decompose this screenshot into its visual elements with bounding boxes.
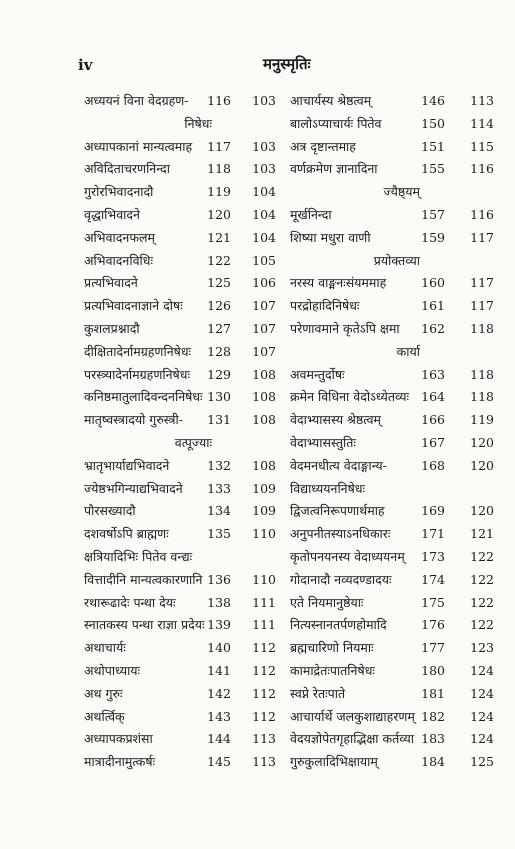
index-entry xyxy=(290,478,498,501)
entry-topic: अथोपाध्यायः xyxy=(84,662,141,678)
index-entry xyxy=(290,706,498,729)
index-entry xyxy=(290,250,498,273)
index-entry xyxy=(84,272,284,295)
entry-topic: कामाद्रेतःपातनिषेधः xyxy=(290,662,375,678)
index-entry xyxy=(290,432,498,455)
entry-page-number: 122 xyxy=(470,571,494,587)
index-entry xyxy=(290,751,498,774)
entry-verse-number: 163 xyxy=(421,366,445,382)
entry-topic: मातृष्वस्त्रादयो गुरुस्त्री- xyxy=(84,412,184,428)
entry-page-number: 107 xyxy=(252,320,276,336)
entry-topic: ब्रह्मचारिणो नियमाः xyxy=(290,640,374,656)
entry-page-number: 123 xyxy=(470,640,494,656)
entry-topic: निषेधः xyxy=(184,115,212,131)
index-entry xyxy=(84,136,284,159)
entry-topic: द्विजत्वनिरूपणार्थमाह xyxy=(290,503,385,519)
entry-topic: क्षत्रियादिभिः पितेव वन्द्यः xyxy=(84,548,193,564)
entry-topic: परस्त्र्यादेर्नामग्रहणनिषेधः xyxy=(84,366,190,382)
right-column xyxy=(290,90,498,774)
entry-verse-number: 145 xyxy=(207,754,231,770)
entry-topic: स्वप्ने रेतःपाते xyxy=(290,685,346,701)
page-header xyxy=(78,56,498,76)
entry-page-number: 103 xyxy=(252,161,276,177)
entry-verse-number: 135 xyxy=(207,526,231,542)
entry-page-number: 124 xyxy=(470,685,494,701)
index-entry xyxy=(84,113,284,136)
index-entry xyxy=(290,683,498,706)
entry-verse-number: 176 xyxy=(421,617,445,633)
entry-topic: एते नियमानुष्ठेयाः xyxy=(290,594,364,610)
entry-topic: अथाचार्यः xyxy=(84,640,126,656)
entry-topic: कार्या xyxy=(396,343,420,359)
entry-topic: वेदाभ्यासस्तुतिः xyxy=(290,434,356,450)
index-entry xyxy=(290,637,498,660)
entry-verse-number: 169 xyxy=(421,503,445,519)
entry-page-number: 122 xyxy=(470,617,494,633)
entry-topic: प्रत्यभिवादने xyxy=(84,275,138,291)
entry-topic: अवमन्तुर्दोषः xyxy=(290,366,345,382)
entry-topic: बालोऽप्याचार्यः पितेव xyxy=(290,115,382,131)
entry-page-number: 107 xyxy=(252,343,276,359)
entry-verse-number: 166 xyxy=(421,412,445,428)
entry-page-number: 109 xyxy=(252,480,276,496)
entry-topic: नरस्य वाङ्मनःसंयममाह xyxy=(290,275,387,291)
entry-topic: अभिवादनफलम् xyxy=(84,229,155,245)
entry-page-number: 116 xyxy=(470,161,494,177)
entry-page-number: 112 xyxy=(252,708,276,724)
entry-page-number: 124 xyxy=(470,731,494,747)
entry-page-number: 118 xyxy=(470,320,494,336)
index-entry xyxy=(84,364,284,387)
entry-page-number: 119 xyxy=(470,412,494,428)
entry-topic: वित्तादीनि मान्यत्वकारणानि xyxy=(84,571,203,587)
entry-topic: गोदानादौ नव्यदण्डादयः xyxy=(290,571,392,587)
entry-topic: अध्यापकप्रशंसा xyxy=(84,731,153,747)
index-entry xyxy=(84,523,284,546)
entry-topic: आचार्यस्य श्रेष्ठत्वम् xyxy=(290,93,372,108)
entry-page-number: 104 xyxy=(252,229,276,245)
index-entry xyxy=(290,592,498,615)
index-entry xyxy=(290,728,498,751)
entry-page-number: 120 xyxy=(470,434,494,450)
entry-page-number: 103 xyxy=(252,93,276,108)
index-entry xyxy=(290,158,498,181)
entry-page-number: 112 xyxy=(252,685,276,701)
entry-page-number: 108 xyxy=(252,457,276,473)
entry-topic: अथ गुरुः xyxy=(84,685,123,701)
entry-verse-number: 159 xyxy=(421,229,445,245)
entry-verse-number: 181 xyxy=(421,685,445,701)
index-entry xyxy=(84,706,284,729)
index-entry xyxy=(290,455,498,478)
index-entry xyxy=(84,546,284,569)
entry-verse-number: 125 xyxy=(207,275,231,291)
entry-page-number: 118 xyxy=(470,389,494,405)
entry-topic: नित्यस्नानतर्पणहोमादि xyxy=(290,617,387,633)
entry-topic: अनुपनीतस्याऽनधिकारः xyxy=(290,526,391,542)
entry-page-number: 110 xyxy=(252,571,276,587)
entry-topic: वत्पूज्याः xyxy=(174,434,212,450)
entry-verse-number: 171 xyxy=(421,526,445,542)
index-entry xyxy=(84,250,284,273)
index-entry xyxy=(290,614,498,637)
entry-topic: अध्यापकानां मान्यत्वमाह xyxy=(84,138,193,154)
index-entry xyxy=(290,546,498,569)
entry-verse-number: 118 xyxy=(207,161,231,177)
index-entry xyxy=(84,751,284,774)
index-entry xyxy=(84,728,284,751)
entry-topic: भ्रातृभार्याद्यभिवादने xyxy=(84,457,170,473)
entry-topic: अभिवादनविधिः xyxy=(84,252,153,268)
index-entry xyxy=(84,409,284,432)
entry-page-number: 108 xyxy=(252,389,276,405)
entry-page-number: 117 xyxy=(470,275,494,291)
entry-verse-number: 128 xyxy=(207,343,231,359)
entry-topic: क्रमेन विधिना वेदोऽध्येतव्यः xyxy=(290,389,410,405)
entry-topic: कुशलप्रश्नादौ xyxy=(84,320,140,336)
entry-verse-number: 162 xyxy=(421,320,445,336)
entry-topic: स्नातकस्य पन्था राज्ञा प्रदेयः xyxy=(84,617,205,633)
entry-verse-number: 136 xyxy=(207,571,231,587)
entry-verse-number: 121 xyxy=(207,229,231,245)
entry-verse-number: 182 xyxy=(421,708,445,724)
index-entry xyxy=(290,409,498,432)
index-entry xyxy=(84,204,284,227)
entry-verse-number: 139 xyxy=(207,617,231,633)
entry-verse-number: 142 xyxy=(207,685,231,701)
index-entry xyxy=(290,227,498,250)
entry-verse-number: 129 xyxy=(207,366,231,382)
index-entry xyxy=(290,90,498,113)
entry-verse-number: 175 xyxy=(421,594,445,610)
index-entry xyxy=(84,227,284,250)
entry-verse-number: 120 xyxy=(207,206,231,222)
entry-topic: गुरुकुलादिभिक्षायाम् xyxy=(290,754,378,770)
entry-verse-number: 146 xyxy=(421,93,445,108)
index-entry xyxy=(290,500,498,523)
entry-page-number: 113 xyxy=(252,754,276,770)
entry-verse-number: 133 xyxy=(207,480,231,496)
entry-page-number: 108 xyxy=(252,366,276,382)
entry-page-number: 106 xyxy=(252,275,276,291)
entry-page-number: 121 xyxy=(470,526,494,542)
index-entry xyxy=(84,592,284,615)
index-entry xyxy=(84,478,284,501)
index-entry xyxy=(290,204,498,227)
entry-page-number: 111 xyxy=(252,594,276,610)
entry-verse-number: 127 xyxy=(207,320,231,336)
entry-verse-number: 150 xyxy=(421,115,445,131)
entry-verse-number: 141 xyxy=(207,662,231,678)
entry-topic: वेदयज्ञोपेतगृहाद्भिक्षा कर्तव्या xyxy=(290,731,414,747)
entry-page-number: 122 xyxy=(470,594,494,610)
index-entry xyxy=(290,569,498,592)
entry-page-number: 110 xyxy=(252,526,276,542)
entry-verse-number: 183 xyxy=(421,731,445,747)
entry-topic: कृतोपनयनस्य वेदाध्ययनम् xyxy=(290,548,405,564)
entry-verse-number: 184 xyxy=(421,754,445,770)
entry-topic: अथर्त्विक् xyxy=(84,708,125,724)
entry-page-number: 117 xyxy=(470,229,494,245)
entry-verse-number: 173 xyxy=(421,548,445,564)
entry-topic: मूर्खनिन्दा xyxy=(290,206,332,222)
entry-topic: मात्रादीनामुत्कर्षः xyxy=(84,754,156,770)
entry-verse-number: 130 xyxy=(207,389,231,405)
entry-page-number: 112 xyxy=(252,662,276,678)
index-entry xyxy=(84,158,284,181)
entry-topic: कनिष्ठमातुलादिवन्दननिषेधः xyxy=(84,389,203,405)
index-entry xyxy=(290,113,498,136)
index-entry xyxy=(84,318,284,341)
entry-topic: पौरसख्यादौ xyxy=(84,503,136,519)
entry-verse-number: 126 xyxy=(207,298,231,314)
index-entry xyxy=(84,569,284,592)
entry-page-number: 124 xyxy=(470,708,494,724)
index-entry xyxy=(84,181,284,204)
entry-verse-number: 116 xyxy=(207,93,231,108)
entry-page-number: 125 xyxy=(470,754,494,770)
entry-topic: प्रत्यभिवादनाज्ञाने दोषः xyxy=(84,298,183,314)
entry-page-number: 120 xyxy=(470,457,494,473)
entry-topic: परद्रोहादिनिषेधः xyxy=(290,298,360,314)
index-entry xyxy=(290,272,498,295)
entry-topic: वेदाभ्यासस्य श्रेष्ठत्वम् xyxy=(290,412,381,428)
index-entry xyxy=(84,683,284,706)
entry-page-number: 113 xyxy=(470,93,494,108)
index-entry xyxy=(84,90,284,113)
index-entry xyxy=(290,318,498,341)
page-title: मनुस्मृतिः xyxy=(263,55,311,73)
entry-topic: विद्याध्ययननिषेधः xyxy=(290,480,366,496)
entry-verse-number: 143 xyxy=(207,708,231,724)
entry-page-number: 118 xyxy=(470,366,494,382)
index-entry xyxy=(290,660,498,683)
entry-page-number: 107 xyxy=(252,298,276,314)
entry-verse-number: 177 xyxy=(421,640,445,656)
entry-page-number: 108 xyxy=(252,412,276,428)
entry-verse-number: 132 xyxy=(207,457,231,473)
entry-topic: रथारूढादेः पन्था देयः xyxy=(84,594,176,610)
entry-topic: वर्णक्रमेण ज्ञानादिना xyxy=(290,161,378,177)
entry-topic: दशवर्षोऽपि ब्राह्मणः xyxy=(84,526,169,542)
entry-topic: परेणावमाने कृतेऽपि क्षमा xyxy=(290,320,400,336)
entry-verse-number: 168 xyxy=(421,457,445,473)
index-entry xyxy=(84,614,284,637)
entry-page-number: 120 xyxy=(470,503,494,519)
index-entry xyxy=(290,523,498,546)
entry-topic: प्रयोक्तव्या xyxy=(373,252,420,268)
entry-verse-number: 138 xyxy=(207,594,231,610)
entry-page-number: 105 xyxy=(252,252,276,268)
entry-verse-number: 155 xyxy=(421,161,445,177)
index-entry xyxy=(84,295,284,318)
index-entry xyxy=(290,341,498,364)
entry-page-number: 103 xyxy=(252,138,276,154)
entry-verse-number: 144 xyxy=(207,731,231,747)
left-column xyxy=(84,90,284,774)
index-entry xyxy=(290,136,498,159)
page-number: iv xyxy=(78,56,93,74)
index-entry xyxy=(84,500,284,523)
entry-page-number: 104 xyxy=(252,184,276,200)
entry-page-number: 116 xyxy=(470,206,494,222)
index-entry xyxy=(84,660,284,683)
entry-topic: आचार्यार्थे जलकुशाद्याहरणम् xyxy=(290,708,415,724)
entry-verse-number: 117 xyxy=(207,138,231,154)
entry-verse-number: 140 xyxy=(207,640,231,656)
entry-topic: गुरोरभिवादनादौ xyxy=(84,184,154,200)
entry-topic: वृद्धाभिवादने xyxy=(84,206,140,222)
entry-page-number: 114 xyxy=(470,115,494,131)
entry-verse-number: 122 xyxy=(207,252,231,268)
index-entry xyxy=(290,295,498,318)
index-entry xyxy=(84,637,284,660)
entry-topic: ज्यैष्ठ्यम् xyxy=(383,184,420,200)
entry-topic: अविदिताचरणनिन्दा xyxy=(84,161,170,177)
entry-verse-number: 164 xyxy=(421,389,445,405)
index-entry xyxy=(290,386,498,409)
entry-verse-number: 167 xyxy=(421,434,445,450)
entry-verse-number: 151 xyxy=(421,138,445,154)
entry-page-number: 112 xyxy=(252,640,276,656)
entry-topic: शिष्या मधुरा वाणी xyxy=(290,229,371,245)
entry-topic: ज्येष्ठभगिन्याद्यभिवादने xyxy=(84,480,183,496)
index-entry xyxy=(84,341,284,364)
entry-topic: अध्ययनं विना वेदग्रहण- xyxy=(84,93,189,108)
entry-page-number: 109 xyxy=(252,503,276,519)
entry-verse-number: 174 xyxy=(421,571,445,587)
index-entry xyxy=(290,364,498,387)
entry-page-number: 115 xyxy=(470,138,494,154)
entry-topic: अत्र दृष्टान्तमाह xyxy=(290,138,356,154)
entry-verse-number: 157 xyxy=(421,206,445,222)
entry-verse-number: 134 xyxy=(207,503,231,519)
entry-topic: दीक्षितादेर्नामग्रहणनिषेधः xyxy=(84,343,192,359)
entry-page-number: 104 xyxy=(252,206,276,222)
index-entry xyxy=(84,386,284,409)
entry-verse-number: 161 xyxy=(421,298,445,314)
entry-topic: वेदमनधीत्य वेदाङ्गान्य- xyxy=(290,457,387,473)
index-entry xyxy=(290,181,498,204)
entry-page-number: 117 xyxy=(470,298,494,314)
entry-verse-number: 119 xyxy=(207,184,231,200)
entry-verse-number: 160 xyxy=(421,275,445,291)
entry-page-number: 124 xyxy=(470,662,494,678)
entry-page-number: 111 xyxy=(252,617,276,633)
entry-verse-number: 131 xyxy=(207,412,231,428)
entry-page-number: 113 xyxy=(252,731,276,747)
entry-page-number: 122 xyxy=(470,548,494,564)
index-entry xyxy=(84,455,284,478)
entry-verse-number: 180 xyxy=(421,662,445,678)
index-entry xyxy=(84,432,284,455)
